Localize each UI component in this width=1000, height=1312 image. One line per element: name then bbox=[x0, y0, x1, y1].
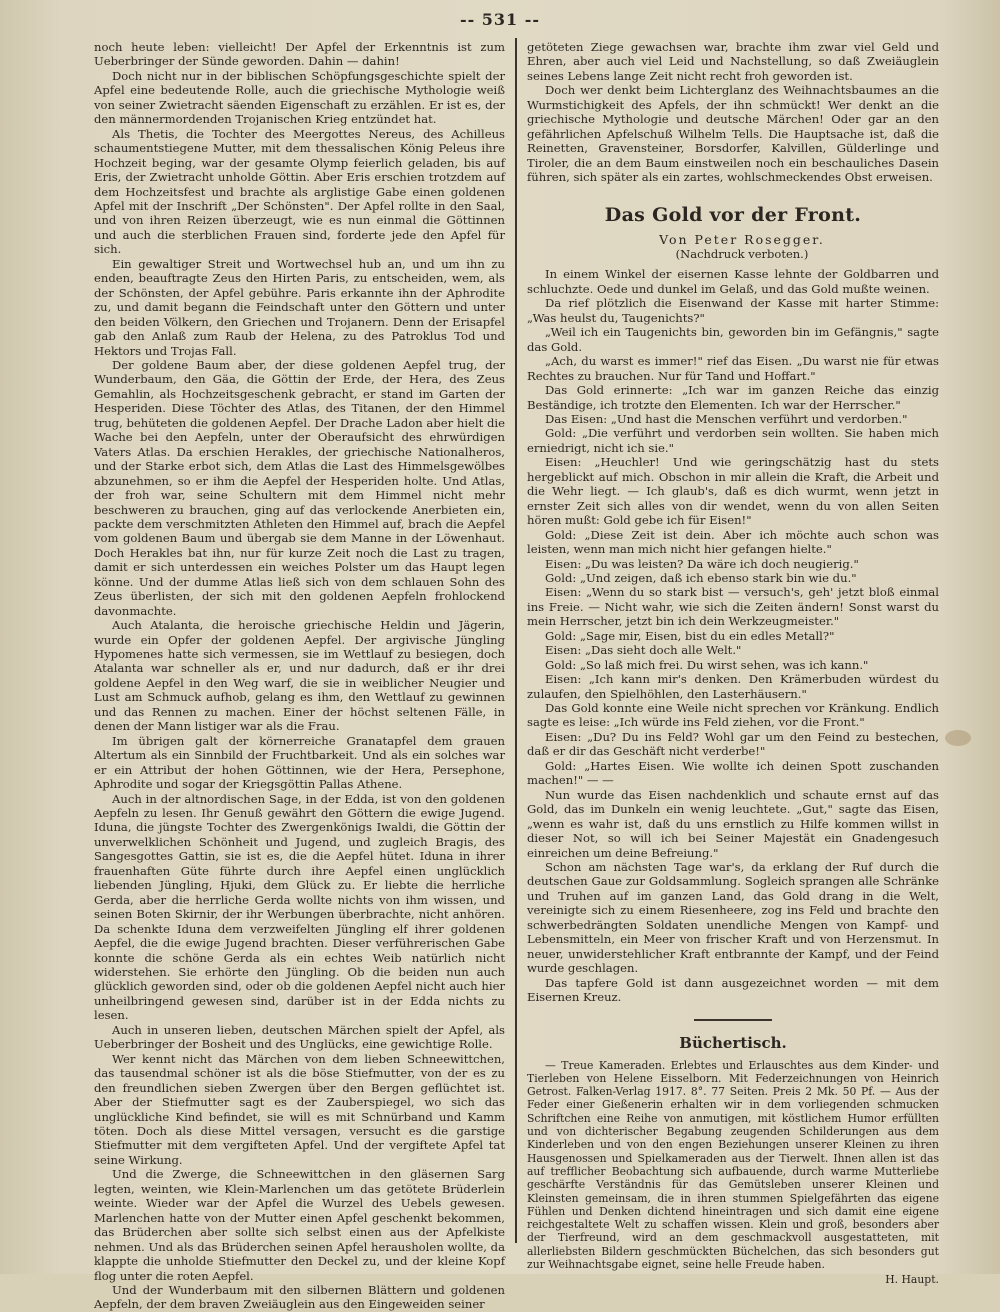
article-paragraph: Eisen: „Wenn du so stark bist — versuch's, geh' jetzt bloß einmal ins Freie. — Nicht wahr, wie sich die Zeiten ändern! Sonst warst du mein Herrscher, jetzt bin ich dein Werkzeugmeister." bbox=[527, 585, 939, 629]
left-paragraph: Und der Wunderbaum mit den silbernen Blättern und goldenen Aepfeln, der dem braven Zweiäuglein aus den Eingeweiden seiner bbox=[94, 1282, 505, 1312]
right-paragraph: Doch wer denkt beim Lichterglanz des Weihnachtsbaumes an die Wurmstichigkeit des Apfels, der ihn schmückt! Wer denkt an die griechische Mythologie und deutsche Märchen! Oder gar an den gefährlichen Apfelschuß Wilhelm Tells. Die Hauptsache ist, daß die Reinetten, Gravensteiner, Borsdorfer, Kalvillen, Gülderlinge und Tiroler, die an dem Baum einstweilen noch ein beschauliches Dasein führen, sich später als ein zartes, wohlschmeckendes Obst erweisen. bbox=[527, 83, 939, 185]
article-paragraph: „Ach, du warst es immer!" rief das Eisen. „Du warst nie für etwas Rechtes zu brauchen. Nur für Tand und Hoffart." bbox=[527, 354, 939, 383]
left-paragraph: Wer kennt nicht das Märchen von dem lieben Schneewittchen, das tausendmal schöner ist als die böse Stiefmutter, von der es zu den freundlichen sieben Zwergen über den Bergen geflüchtet ist. Aber der Stiefmutter sagt es der Zauberspiegel, wo sich das unglückliche Kind befindet, sie will es mit Schnürband und Kamm töten. Doch als diese Mittel versagen, versucht es die garstige Stiefmutter mit dem vergifteten Apfel. Und der vergiftete Apfel tat seine Wirkung. bbox=[94, 1051, 505, 1167]
paper-stain bbox=[945, 730, 971, 746]
article-paragraph: Eisen: „Heuchler! Und wie geringschätzig hast du stets hergeblickt auf mich. Obschon in mir allein die Kraft, die Arbeit und die Wehr liegt. — Ich glaub's, daß es dich wurmt, wenn jetzt in ernster Zeit sich alles von dir wendet, wenn du von allen Seiten hören mußt: Gold gebe ich für Eisen!" bbox=[527, 455, 939, 528]
article-paragraph: Da rief plötzlich die Eisenwand der Kasse mit harter Stimme: „Was heulst du, Taugenichts?" bbox=[527, 296, 939, 325]
left-paragraph: Im übrigen galt der körnerreiche Granatapfel dem grauen Altertum als ein Sinnbild der Fruchtbarkeit. Und als ein solches war er ein Attribut der hohen Göttinnen, wie der Hera, Persephone, Aphrodite und sogar der Kriegsgöttin Pallas Athene. bbox=[94, 733, 505, 792]
review-signature: H. Haupt. bbox=[885, 1273, 939, 1287]
left-paragraph: Ein gewaltiger Streit und Wortwechsel hub an, und um ihn zu enden, beauftragte Zeus den Hirten Paris, zu entscheiden, wem, als der Schönsten, der Apfel gebühre. Paris erkannte ihn der Aphrodite zu, und damit begann die Feindschaft unter den Göttern und unter den beiden Völkern, den Griechen und Trojanern. Denn der Erisapfel gab den Anlaß zum Raub der Helena, zu des Patroklus Tod und Hektors und Trojas Fall. bbox=[94, 256, 505, 358]
article-paragraph: Gold: „Und zeigen, daß ich ebenso stark bin wie du." bbox=[545, 570, 857, 585]
right-column bbox=[527, 40, 939, 1287]
article-paragraph: „Weil ich ein Taugenichts bin, geworden bin im Gefängnis," sagte das Gold. bbox=[527, 325, 939, 354]
article-paragraph: Gold: „Diese Zeit ist dein. Aber ich möchte auch schon was leisten, wenn man mich nicht hier gefangen hielte." bbox=[527, 527, 939, 557]
left-paragraph: Doch nicht nur in der biblischen Schöpfungsgeschichte spielt der Apfel eine bedeutende Rolle, auch die griechische Mythologie weiß von seiner Zwietracht säenden Eigenschaft zu erzählen. Er ist es, der den männermordenden Trojanischen Krieg entzündet hat. bbox=[94, 68, 505, 127]
section-separator bbox=[694, 1019, 772, 1021]
article-byline: Von Peter Rosegger. bbox=[659, 231, 825, 247]
left-paragraph: Auch in unseren lieben, deutschen Märchen spielt der Apfel, als Ueberbringer der Bosheit und des Unglücks, eine gewichtige Rolle. bbox=[94, 1022, 505, 1052]
right-paragraph: getöteten Ziege gewachsen war, brachte ihm zwar viel Geld und Ehren, aber auch viel Leid und Nachstellung, so daß Zweiäuglein seines Lebens lange Zeit nicht recht froh geworden ist. bbox=[527, 40, 939, 83]
article-paragraph: Das Eisen: „Und hast die Menschen verführt und verdorben." bbox=[545, 411, 908, 426]
article-paragraph: Eisen: „Du? Du ins Feld? Wohl gar um den Feind zu bestechen, daß er dir das Geschäft nicht verderbe!" bbox=[527, 729, 939, 759]
page-number: -- 531 -- bbox=[459, 10, 541, 29]
left-paragraph: Als Thetis, die Tochter des Meergottes Nereus, des Achilleus schaumentstiegene Mutter, mit dem thessalischen König Peleus ihre Hochzeit beging, war der gesamte Olymp feierlich geladen, bis auf Eris, der Zwietracht unholde Göttin. Aber Eris erschien trotzdem auf dem Hochzeitsfest und brachte als arglistige Gabe einen goldenen Apfel mit der Inschrift „Der Schönsten". Der Apfel rollte in den Saal, und von ihren Reizen überzeugt, wie es nun einmal die Göttinnen und auch die sterblichen Frauen sind, forderte jede den Apfel für sich. bbox=[94, 126, 505, 257]
article-paragraph: Schon am nächsten Tage war's, da erklang der Ruf durch die deutschen Gaue zur Goldsammlung. Sogleich sprangen alle Schränke und Truhen auf im ganzen Land, das Gold drang in die Welt, vereinigte sich zu einem Riesenheere, zog ins Feld und brachte den schwerbedrängten Soldaten unendliche Mengen von Kampf- und Lebensmitteln, ein Meer von frischer Kraft und von Herzensmut. In neuer, unwiderstehlicher Kraft entbrannte der Kampf, und der Feind wurde geschlagen. bbox=[527, 860, 939, 976]
article-paragraph: In einem Winkel der eisernen Kasse lehnte der Goldbarren und schluchzte. Oede und dunkel im Gelaß, und das Gold mußte weinen. bbox=[527, 267, 939, 296]
article-paragraph: Das tapfere Gold ist dann ausgezeichnet worden — mit dem Eisernen Kreuz. bbox=[527, 975, 939, 1005]
book-review: — Treue Kameraden. Erlebtes und Erlauschtes aus dem Kinder- und Tierleben von Helene Eisselborn. Mit Federzeichnungen von Heinrich Getrost. Falken-Verlag 1917. 8°. 77 Seiten. Preis 2 Mk. 50 Pf. — Aus der Feder einer Gießenerin erhalten wir in dem vorliegenden schmucken Schriftchen eine Reihe von anmutigen, mit köstlichem Humor erfüllten und von dichterischer Begabung zeugenden Schilderungen aus dem Kinderleben und von den engen Beziehungen unserer Kleinen zu ihren Hausgenossen und Spielkameraden aus der Tierwelt. Ihnen allen ist das auf trefflicher Beobachtung sich aufbauende, durch warme Mutterliebe geschärfte Verständnis für das Gemütsleben unserer Kleinen und Kleinsten gemeinsam, die in ihren stummen Spielgefährten das eigene Fühlen und Denken dichtend hineintragen und sich damit eine eigene reichgestaltete Welt zu schaffen wissen. Klein und groß, besonders aber der Tierfreund, wird an dem geschmackvoll ausgestatteten, mit allerliebsten Bildern geschmückten Büchelchen, das sich besonders gut zur Weihnachtsgabe eignet, seine helle Freude haben. bbox=[527, 1058, 939, 1271]
article-paragraph: Das Gold erinnerte: „Ich war im ganzen Reiche das einzig Beständige, ich trotzte den Elementen. Ich war der Herrscher." bbox=[527, 383, 939, 412]
article-paragraph: Gold: „Sage mir, Eisen, bist du ein edles Metall?" bbox=[545, 628, 835, 643]
article-paragraph: Eisen: „Das sieht doch alle Welt." bbox=[545, 643, 742, 658]
article-paragraph: Gold: „Die verführt und verdorben sein wollten. Sie haben mich erniedrigt, nicht ich sie." bbox=[527, 426, 939, 455]
left-column bbox=[94, 40, 505, 1312]
article-paragraph: Eisen: „Du was leisten? Da wäre ich doch neugierig." bbox=[545, 556, 859, 571]
left-paragraph: noch heute leben: vielleicht! Der Apfel der Erkenntnis ist zum Ueberbringer der Sünde geworden. Dahin — dahin! bbox=[94, 40, 505, 69]
article-paragraph: Nun wurde das Eisen nachdenklich und schaute ernst auf das Gold, das im Dunkeln ein wenig leuchtete. „Gut," sagte das Eisen, „wenn es wahr ist, daß du uns ernstlich zu Hilfe kommen willst in dieser Not, so will ich bei Seiner Majestät ein Gnadengesuch einreichen um deine Befreiung." bbox=[527, 787, 939, 860]
left-paragraph: Der goldene Baum aber, der diese goldenen Aepfel trug, der Wunderbaum, den Gäa, die Göttin der Erde, der Hera, des Zeus Gemahlin, als Hochzeitsgeschenk gebracht, er stand im Garten der Hesperiden. Diese Töchter des Atlas, des Titanen, der den Himmel trug, behüteten die goldenen Aepfel. Der Drache Ladon aber hielt die Wache bei den Aepfeln, unter der Oberaufsicht des ehrwürdigen Vaters Atlas. Da erschien Herakles, der griechische Nationalheros, und der Starke erbot sich, dem Atlas die Last des Himmelsgewölbes abzunehmen, so er ihm die Aepfel der Hesperiden holte. Und Atlas, der froh war, seine Schultern mit dem Himmel nicht mehr beschweren zu brauchen, ging auf das verlockende Anerbieten ein, packte dem verschmitzten Athleten den Himmel auf, brach die Aepfel vom goldenen Baum und übergab sie dem Manne in der Löwenhaut. Doch Herakles bat ihn, nur für kurze Zeit noch die Last zu tragen, damit er sich unterdessen ein weiches Polster um das Haupt legen könne. Und der dumme Atlas ließ sich von dem schlauen Sohn des Zeus überlisten, der sich mit den goldenen Aepfeln frohlockend davonmachte. bbox=[94, 357, 505, 618]
article-paragraph: Das Gold konnte eine Weile nicht sprechen vor Kränkung. Endlich sagte es leise: „Ich würde ins Feld ziehen, vor die Front." bbox=[527, 701, 939, 730]
article-paragraph: Gold: „Hartes Eisen. Wie wollte ich deinen Spott zuschanden machen!" — — bbox=[527, 758, 939, 788]
left-paragraph: Auch Atalanta, die heroische griechische Heldin und Jägerin, wurde ein Opfer der goldenen Aepfel. Der argivische Jüngling Hypomenes hatte sich vermessen, sie im Wettlauf zu besiegen, doch Atalanta war schneller als er, und nur dadurch, daß er ihr drei goldene Aepfel in den Weg warf, die sie in weiblicher Neugier und Lust am Schmuck aufhob, gelang es ihm, den Wettlauf zu gewinnen und das Rennen zu machen. Einer der höchst seltenen Fälle, in denen der Mann listiger war als die Frau. bbox=[94, 618, 505, 734]
left-paragraph: Auch in der altnordischen Sage, in der Edda, ist von den goldenen Aepfeln zu lesen. Ihr Genuß gewährt den Göttern die ewige Jugend. Iduna, die jüngste Tochter des Zwergenkönigs Iwaldi, die Göttin der unverwelklichen Schönheit und Jugend, und zugleich Bragis, des Sangesgottes Gattin, sie ist es, die die Aepfel hütet. Iduna in ihrer frauenhaften Güte führte durch ihre Aepfel einen unglücklich liebenden Jüngling, Hjuki, dem Glück zu. Er liebte die herrliche Gerda, aber die herrliche Gerda wollte nichts von ihm wissen, und seinen Boten Skirnir, der ihr Werbungen überbrachte, nicht anhören. Da schenkte Iduna dem verzweifelten Jüngling elf ihrer goldenen Aepfel, die die ewige Jugend brachten. Dieser verführerischen Gabe konnte die schöne Gerda als ein echtes Weib natürlich nicht widerstehen. Sie erhörte den Jüngling. Ob die beiden nun auch glücklich geworden sind, oder ob die goldenen Aepfel nicht auch hier unheilbringend gewesen sind, darüber ist in der Edda nichts zu lesen. bbox=[94, 791, 505, 1023]
article-title: Das Gold vor der Front. bbox=[604, 203, 862, 226]
column-divider bbox=[515, 38, 517, 1243]
books-section-title: Büchertisch. bbox=[679, 1033, 787, 1052]
reprint-note: (Nachdruck verboten.) bbox=[675, 246, 809, 261]
left-paragraph: Und die Zwerge, die Schneewittchen in den gläsernen Sarg legten, weinten, wie Klein-Marlenchen um das getötete Brüderlein weinte. Wieder war der Apfel die Wurzel des Uebels gewesen. Marlenchen hatte von der Mutter einen Apfel geschenkt bekommen, das Brüderchen aber sollte sich selbst einen aus der Apfelkiste nehmen. Und als das Brüderchen seinen Apfel herausholen wollte, da klappte die unholde Stiefmutter den Deckel zu, und der kleine Kopf flog unter die roten Aepfel. bbox=[94, 1167, 505, 1283]
article-paragraph: Gold: „So laß mich frei. Du wirst sehen, was ich kann." bbox=[545, 657, 869, 672]
article-paragraph: Eisen: „Ich kann mir's denken. Den Krämerbuden würdest du zulaufen, den Spielhöhlen, den Lasterhäusern." bbox=[527, 672, 939, 701]
